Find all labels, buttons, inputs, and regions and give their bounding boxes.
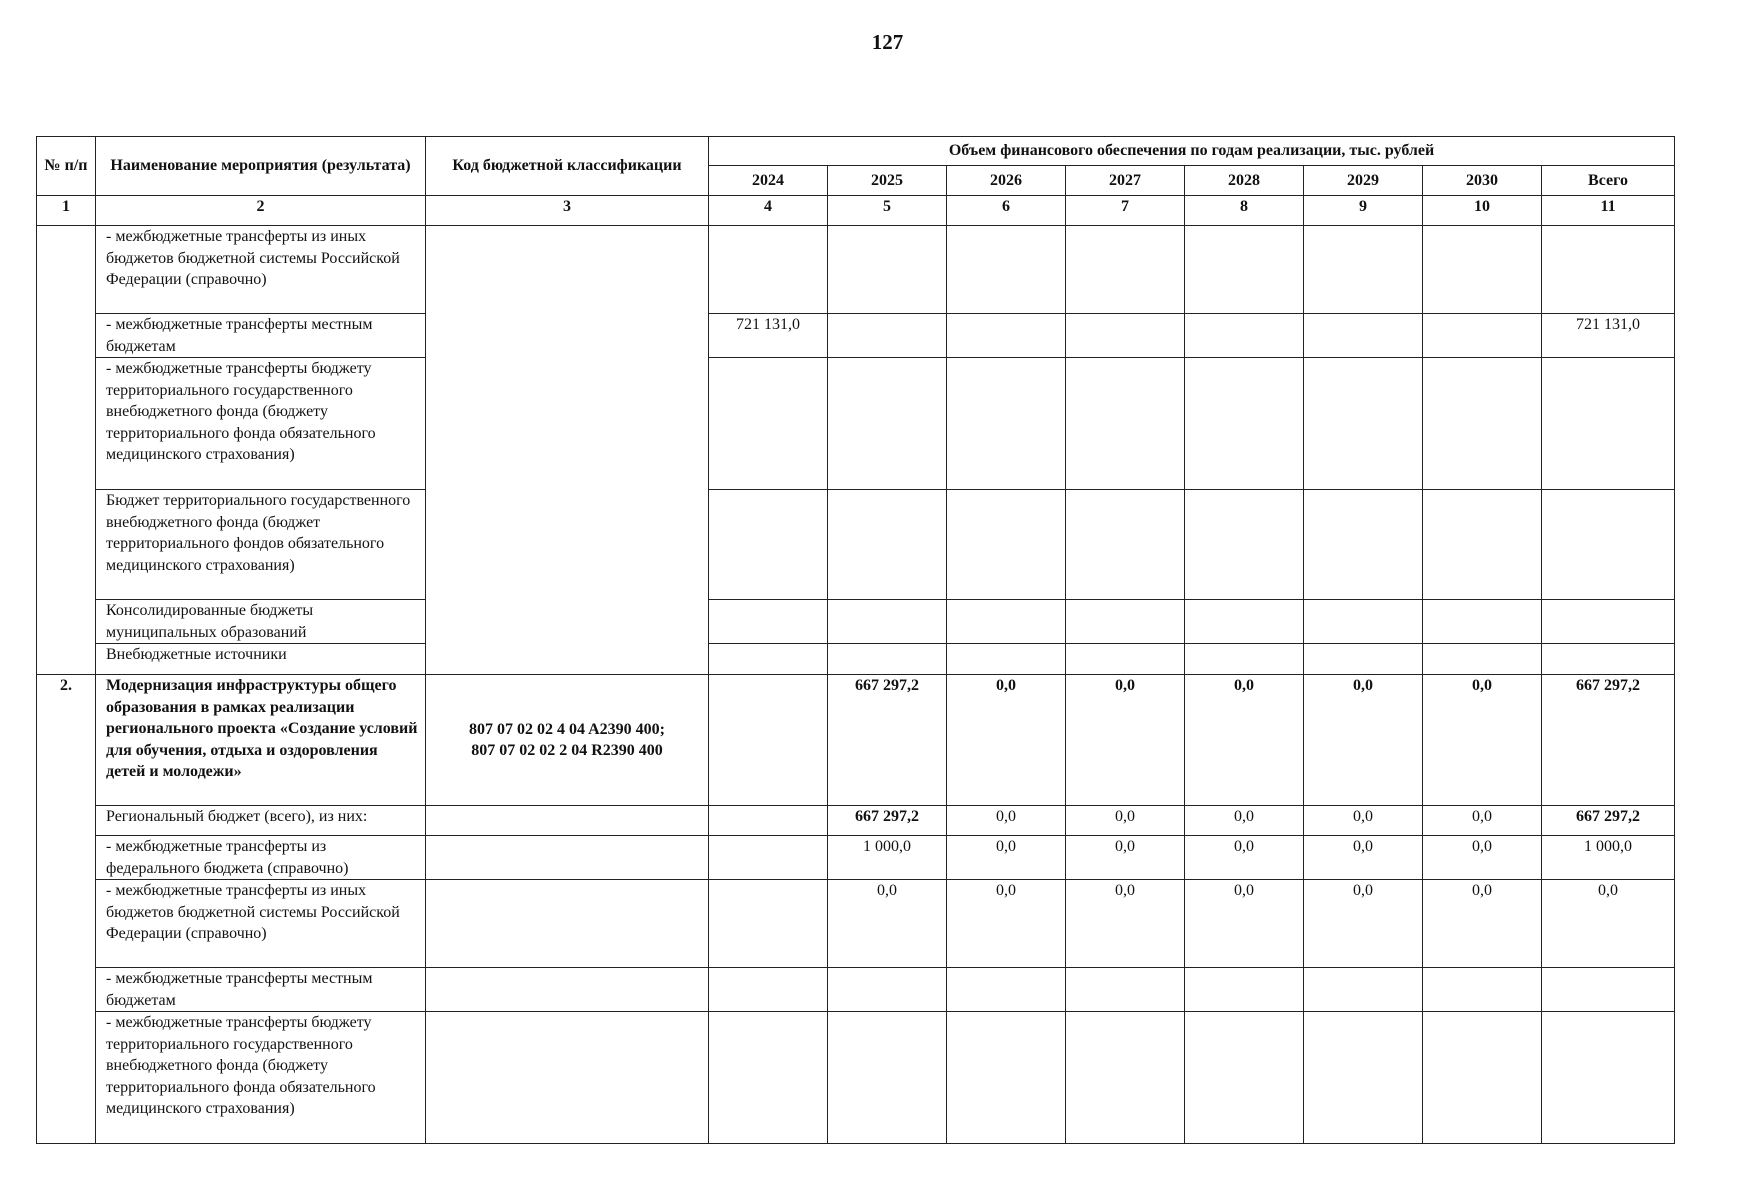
table-row <box>37 1012 1675 1144</box>
row-code-cell <box>426 880 709 968</box>
row-number-cell <box>37 226 96 675</box>
value-cell: 0,0 <box>947 806 1066 836</box>
value-cell <box>709 1012 828 1144</box>
value-cell: 721 131,0 <box>1542 314 1675 358</box>
value-cell <box>1304 644 1423 675</box>
row-name: Внебюджетные источники <box>96 644 426 675</box>
header-year: 2024 <box>709 166 828 196</box>
value-cell <box>1304 490 1423 600</box>
item-2-code-line-1: 807 07 02 02 4 04 A2390 400; <box>469 720 665 738</box>
header-year: 2025 <box>828 166 947 196</box>
value-cell <box>947 600 1066 644</box>
value-cell <box>1423 968 1542 1012</box>
value-cell: 0,0 <box>1185 806 1304 836</box>
value-cell: 0,0 <box>1185 675 1304 806</box>
value-cell <box>1423 644 1542 675</box>
value-cell <box>709 226 828 314</box>
table-row <box>37 358 1675 490</box>
index-cell: 3 <box>426 196 709 226</box>
index-cell: 1 <box>37 196 96 226</box>
header-code: Код бюджетной классификации <box>426 137 709 196</box>
value-cell <box>709 880 828 968</box>
value-cell <box>1542 226 1675 314</box>
header-name: Наименование мероприятия (результата) <box>96 137 426 196</box>
table-row <box>37 880 1675 968</box>
header-total: Всего <box>1542 166 1675 196</box>
value-cell <box>1185 226 1304 314</box>
value-cell <box>709 600 828 644</box>
value-cell <box>1185 1012 1304 1144</box>
value-cell <box>1066 1012 1185 1144</box>
header-index-row <box>37 196 1675 226</box>
row-name: - межбюджетные трансферты из иных бюджетов бюджетной системы Российской Федерации (справочно) <box>96 880 426 968</box>
value-cell <box>1066 314 1185 358</box>
value-cell <box>1542 600 1675 644</box>
value-cell <box>1304 358 1423 490</box>
index-cell: 2 <box>96 196 426 226</box>
value-cell <box>947 1012 1066 1144</box>
value-cell: 0,0 <box>1304 836 1423 880</box>
item-2-number: 2. <box>37 675 96 1144</box>
row-name: - межбюджетные трансферты местным бюджетам <box>96 968 426 1012</box>
value-cell: 0,0 <box>1542 880 1675 968</box>
row-code-cell <box>426 836 709 880</box>
value-cell: 0,0 <box>1066 836 1185 880</box>
item-2-name: Модернизация инфраструктуры общего образования в рамках реализации регионального проекта «Создание условий для обучения, отдыха и оздоровления детей и молодежи» <box>96 675 426 806</box>
value-cell: 0,0 <box>1423 880 1542 968</box>
row-name: - межбюджетные трансферты местным бюджетам <box>96 314 426 358</box>
table-row <box>37 644 1675 675</box>
value-cell <box>1066 644 1185 675</box>
value-cell <box>709 806 828 836</box>
row-name: - межбюджетные трансферты бюджету территориального государственного внебюджетного фонда (бюджету территориального фонда обязательного медицинского страхования) <box>96 358 426 490</box>
value-cell <box>1423 358 1542 490</box>
value-cell <box>1304 1012 1423 1144</box>
value-cell <box>1304 226 1423 314</box>
value-cell <box>828 1012 947 1144</box>
value-cell <box>1304 968 1423 1012</box>
page-number: 127 <box>871 30 904 54</box>
table-row <box>37 226 1675 314</box>
row-name: - межбюджетные трансферты из федерального бюджета (справочно) <box>96 836 426 880</box>
value-cell <box>1304 314 1423 358</box>
value-cell <box>709 836 828 880</box>
value-cell <box>1185 490 1304 600</box>
value-cell <box>828 968 947 1012</box>
value-cell <box>1542 644 1675 675</box>
value-cell: 0,0 <box>1185 836 1304 880</box>
row-name: Консолидированные бюджеты муниципальных образований <box>96 600 426 644</box>
value-cell: 0,0 <box>947 675 1066 806</box>
header-year: 2026 <box>947 166 1066 196</box>
value-cell: 0,0 <box>1066 806 1185 836</box>
value-cell <box>709 358 828 490</box>
value-cell <box>1066 490 1185 600</box>
value-cell <box>828 314 947 358</box>
index-cell: 10 <box>1423 196 1542 226</box>
value-cell <box>947 644 1066 675</box>
row-code-cell <box>426 226 709 675</box>
value-cell: 667 297,2 <box>1542 806 1675 836</box>
value-cell <box>1423 1012 1542 1144</box>
value-cell <box>1185 968 1304 1012</box>
value-cell <box>828 226 947 314</box>
budget-table <box>36 136 1675 1144</box>
value-cell: 0,0 <box>1304 880 1423 968</box>
value-cell <box>828 600 947 644</box>
header-year: 2030 <box>1423 166 1542 196</box>
index-cell: 4 <box>709 196 828 226</box>
value-cell <box>1542 1012 1675 1144</box>
header-row-1 <box>37 137 1675 166</box>
index-cell: 8 <box>1185 196 1304 226</box>
value-cell <box>947 358 1066 490</box>
value-cell <box>1423 226 1542 314</box>
row-name: - межбюджетные трансферты бюджету территориального государственного внебюджетного фонда (бюджету территориального фонда обязательного медицинского страхования) <box>96 1012 426 1144</box>
value-cell: 0,0 <box>1304 675 1423 806</box>
index-cell: 11 <box>1542 196 1675 226</box>
value-cell <box>1423 314 1542 358</box>
table-row <box>37 600 1675 644</box>
value-cell <box>828 490 947 600</box>
value-cell <box>709 490 828 600</box>
value-cell <box>1542 490 1675 600</box>
row-code-cell <box>426 1012 709 1144</box>
value-cell <box>947 314 1066 358</box>
header-year: 2027 <box>1066 166 1185 196</box>
header-financing-group: Объем финансового обеспечения по годам реализации, тыс. рублей <box>709 137 1675 166</box>
table-row <box>37 314 1675 358</box>
value-cell: 0,0 <box>1066 880 1185 968</box>
value-cell <box>1423 490 1542 600</box>
value-cell: 0,0 <box>947 880 1066 968</box>
item-2-code <box>426 675 709 806</box>
row-name: Региональный бюджет (всего), из них: <box>96 806 426 836</box>
value-cell <box>1185 358 1304 490</box>
value-cell: 0,0 <box>1304 806 1423 836</box>
row-name: - межбюджетные трансферты из иных бюджетов бюджетной системы Российской Федерации (справочно) <box>96 226 426 314</box>
value-cell <box>1185 600 1304 644</box>
value-cell <box>1423 600 1542 644</box>
value-cell <box>947 968 1066 1012</box>
index-cell: 5 <box>828 196 947 226</box>
header-year: 2029 <box>1304 166 1423 196</box>
row-name: Бюджет территориального государственного внебюджетного фонда (бюджет территориального фондов обязательного медицинского страхования) <box>96 490 426 600</box>
value-cell <box>828 358 947 490</box>
value-cell <box>828 644 947 675</box>
value-cell: 0,0 <box>1185 880 1304 968</box>
value-cell <box>1185 644 1304 675</box>
value-cell <box>1066 600 1185 644</box>
index-cell: 6 <box>947 196 1066 226</box>
value-cell <box>1542 968 1675 1012</box>
table-row <box>37 968 1675 1012</box>
value-cell <box>709 644 828 675</box>
index-cell: 9 <box>1304 196 1423 226</box>
value-cell: 0,0 <box>1066 675 1185 806</box>
value-cell: 0,0 <box>1423 806 1542 836</box>
value-cell: 0,0 <box>1423 675 1542 806</box>
index-cell: 7 <box>1066 196 1185 226</box>
header-year: 2028 <box>1185 166 1304 196</box>
value-cell <box>709 675 828 806</box>
table-row <box>37 836 1675 880</box>
value-cell: 667 297,2 <box>828 675 947 806</box>
value-cell <box>1304 600 1423 644</box>
value-cell <box>947 490 1066 600</box>
table-row <box>37 806 1675 836</box>
value-cell <box>1185 314 1304 358</box>
value-cell <box>709 968 828 1012</box>
value-cell: 1 000,0 <box>828 836 947 880</box>
value-cell <box>1542 358 1675 490</box>
value-cell: 721 131,0 <box>709 314 828 358</box>
header-no: № п/п <box>37 137 96 196</box>
value-cell: 0,0 <box>947 836 1066 880</box>
table-row <box>37 490 1675 600</box>
item-2-row <box>37 675 1675 806</box>
value-cell <box>947 226 1066 314</box>
value-cell <box>1066 226 1185 314</box>
value-cell: 0,0 <box>828 880 947 968</box>
value-cell: 667 297,2 <box>1542 675 1675 806</box>
value-cell <box>1066 358 1185 490</box>
value-cell: 0,0 <box>1423 836 1542 880</box>
value-cell: 1 000,0 <box>1542 836 1675 880</box>
row-code-cell <box>426 806 709 836</box>
item-2-code-line-2: 807 07 02 02 2 04 R2390 400 <box>471 742 663 759</box>
row-code-cell <box>426 968 709 1012</box>
value-cell: 667 297,2 <box>828 806 947 836</box>
value-cell <box>1066 968 1185 1012</box>
